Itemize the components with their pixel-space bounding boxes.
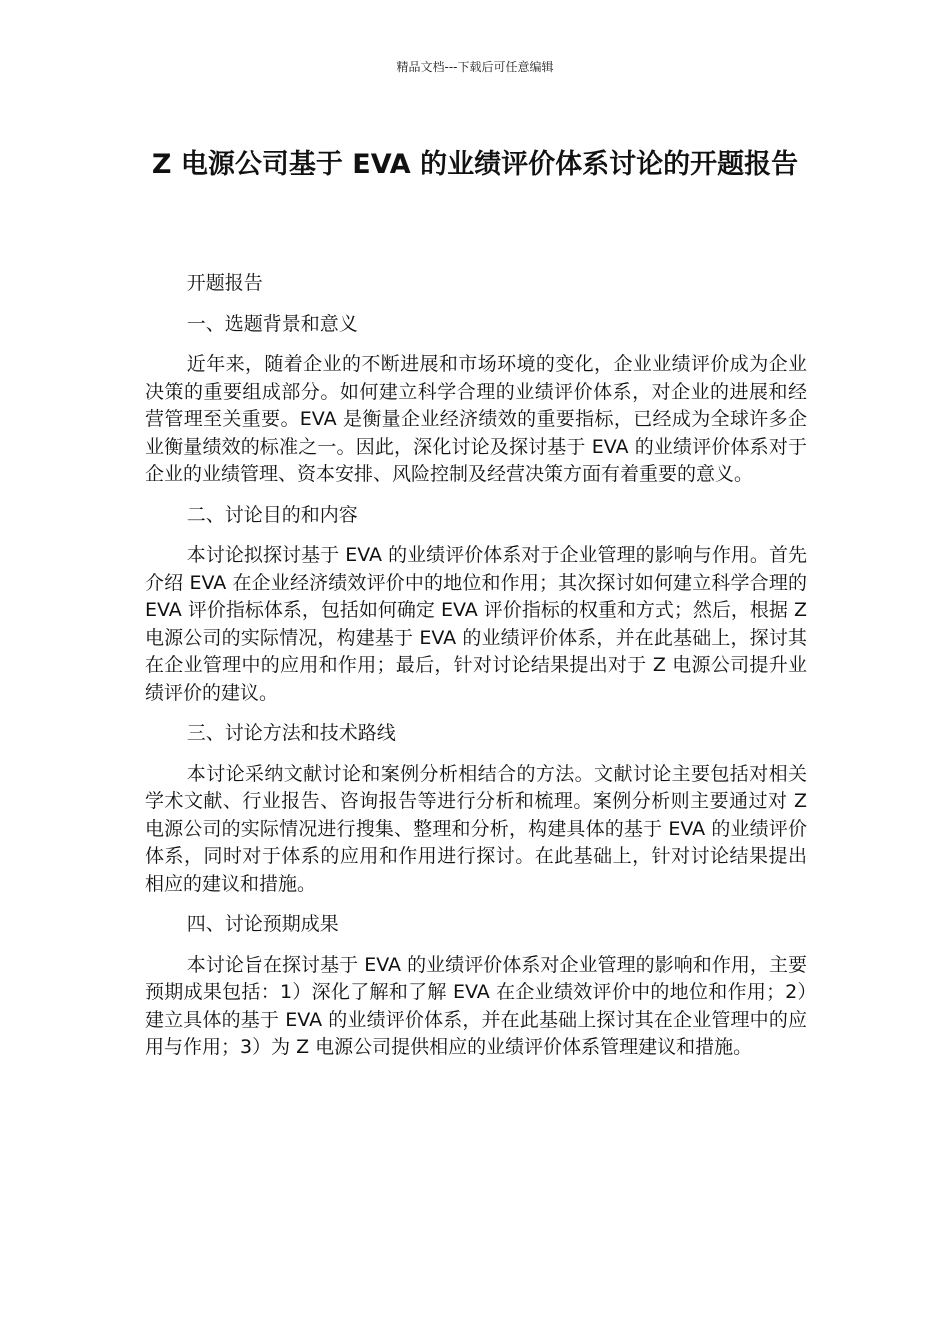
header-note: 精品文档---下载后可任意编辑 — [396, 60, 554, 74]
section-heading-methods: 三、讨论方法和技术路线 — [186, 722, 396, 744]
paragraph-purpose: 本讨论拟探讨基于 EVA 的业绩评价体系对于企业管理的影响与作用。首先介绍 EVA 在企业经济绩效评价中的地位和作用；其次探讨如何建立科学合理的 EVA 评价指标体系，包括如何确定 EVA 评价指标的权重和方式；然后，根据 Z 电源公司的实际情况，构建基于 EVA 的业绩评价体系，并在此基础上，探讨其在企业管理中的应用和作用；最后，针对讨论结果提出对于 Z 电源公司提升业绩评价的建议。 — [145, 544, 807, 704]
paragraph-background: 近年来，随着企业的不断进展和市场环境的变化，企业业绩评价成为企业决策的重要组成部分。如何建立科学合理的业绩评价体系，对企业的进展和经营管理至关重要。EVA 是衡量企业经济绩效的重要指标，已经成为全球许多企业衡量绩效的标准之一。因此，深化讨论及探讨基于 EVA 的业绩评价体系对于企业的业绩管理、资本安排、风险控制及经营决策方面有着重要的意义。 — [145, 353, 807, 485]
section-heading-background: 一、选题背景和意义 — [186, 312, 358, 335]
document-title: Z 电源公司基于 EVA 的业绩评价体系讨论的开题报告 — [151, 149, 799, 180]
section-heading-purpose: 二、讨论目的和内容 — [186, 503, 358, 526]
document-body — [145, 270, 807, 1075]
paragraph-methods: 本讨论采纳文献讨论和案例分析相结合的方法。文献讨论主要包括对相关学术文献、行业报告、咨询报告等进行分析和梳理。案例分析则主要通过对 Z 电源公司的实际情况进行搜集、整理和分析，构建具体的基于 EVA 的业绩评价体系，同时对于体系的应用和作用进行探讨。在此基础上，针对讨论结果提出相应的建议和措施。 — [145, 762, 807, 895]
section-heading-outcomes: 四、讨论预期成果 — [186, 913, 339, 935]
paragraph-outcomes: 本讨论旨在探讨基于 EVA 的业绩评价体系对企业管理的影响和作用，主要预期成果包括：1）深化了解和了解 EVA 在企业绩效评价中的地位和作用；2）建立具体的基于 EVA 的业绩评价体系，并在此基础上探讨其在企业管理中的应用与作用；3）为 Z 电源公司提供相应的业绩评价体系管理建议和措施。 — [145, 953, 807, 1058]
report-label: 开题报告 — [186, 272, 263, 294]
